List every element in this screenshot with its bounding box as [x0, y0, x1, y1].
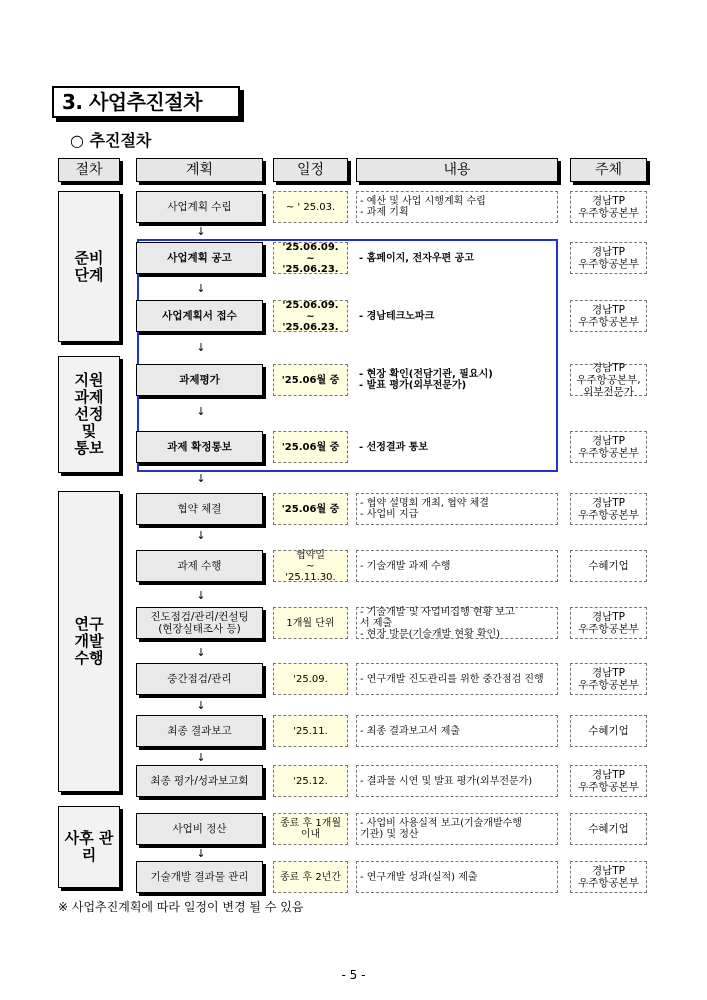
stage-selection: 지원 과제 선정 및 통보 [58, 356, 120, 473]
content-cell: - 기술개발 과제 수행 [356, 550, 558, 582]
content-cell: - 선정결과 통보 [359, 441, 429, 453]
schedule-cell: 협약일 ~ '25.11.30. [273, 550, 348, 582]
sub-title: ○ 추진절차 [70, 131, 152, 150]
plan-cell: 중간점검/관리 [136, 663, 263, 695]
content-cell: - 연구개발 성과(실적) 제출 [356, 861, 558, 893]
content-cell: - 현장 확인(전담기관, 필요시) - 발표 평가(외부전문가) [359, 369, 493, 391]
owner-cell: 경남TP 우주항공본부 [570, 493, 647, 525]
plan-cell: 과제평가 [136, 364, 263, 396]
owner-cell: 경남TP 우주항공본부 [570, 242, 647, 274]
plan-cell: 과제 확정통보 [136, 431, 263, 463]
flow-arrow: ↓ [196, 282, 206, 295]
owner-cell: 수혜기업 [570, 715, 647, 747]
section-title: 3. 사업추진절차 [52, 86, 240, 118]
flow-arrow: ↓ [196, 751, 206, 764]
header-owner: 주체 [570, 158, 647, 182]
content-cell: - 최종 결과보고서 제출 [356, 715, 558, 747]
schedule-cell: '25.06월 중 [273, 364, 348, 396]
footnote: ※ 사업추진계획에 따라 일정이 변경 될 수 있음 [58, 900, 304, 914]
content-cell: - 결과물 시연 및 발표 평가(외부전문가) [356, 765, 558, 797]
schedule-cell: '25.09. [273, 663, 348, 695]
plan-cell: 최종 평가/성과보고회 [136, 765, 263, 797]
content-cell: - 협약 설명회 개최, 협약 체결 - 사업비 지급 [356, 493, 558, 525]
owner-cell: 경남TP 우주항공본부 [570, 191, 647, 223]
owner-cell: 경남TP 우주항공본부 [570, 431, 647, 463]
schedule-cell: 종료 후 2년간 [273, 861, 348, 893]
owner-cell: 경남TP 우주항공본부 [570, 765, 647, 797]
content-cell: - 홈페이지, 전자우편 공고 [359, 252, 474, 264]
owner-cell: 경남TP 우주항공본부, 외부전문가 [570, 364, 647, 396]
schedule-cell: '25.06월 중 [273, 493, 348, 525]
owner-cell: 경남TP 우주항공본부 [570, 861, 647, 893]
plan-cell: 협약 체결 [136, 493, 263, 525]
flow-arrow: ↓ [196, 341, 206, 354]
stage-research: 연구 개발 수행 [58, 491, 120, 792]
page-number: - 5 - [341, 968, 366, 982]
schedule-cell: '25.12. [273, 765, 348, 797]
header-plan: 계획 [136, 158, 263, 182]
content-cell: - 경남테크노파크 [359, 310, 435, 322]
schedule-cell: 1개월 단위 [273, 607, 348, 639]
schedule-cell: ~ ' 25.03. [273, 191, 348, 223]
owner-cell: 경남TP 우주항공본부 [570, 300, 647, 332]
flow-arrow: ↓ [196, 847, 206, 860]
owner-cell: 경남TP 우주항공본부 [570, 663, 647, 695]
content-cell: - 예산 및 사업 시행계획 수립 - 과제 기획 [356, 191, 558, 223]
plan-cell: 최종 결과보고 [136, 715, 263, 747]
plan-cell: 진도점검/관리/컨설팅 (현장실태조사 등) [136, 607, 263, 639]
plan-cell: 사업계획서 접수 [136, 300, 263, 332]
schedule-cell: 종료 후 1개월 이내 [273, 813, 348, 845]
flow-arrow: ↓ [196, 529, 206, 542]
content-cell: - 연구개발 진도관리를 위한 중간점검 진행 [356, 663, 558, 695]
schedule-cell: '25.06월 중 [273, 431, 348, 463]
flow-arrow: ↓ [196, 472, 206, 485]
flow-arrow: ↓ [196, 699, 206, 712]
header-schedule: 일정 [273, 158, 348, 182]
flow-arrow: ↓ [196, 405, 206, 418]
plan-cell: 과제 수행 [136, 550, 263, 582]
header-content: 내용 [356, 158, 558, 182]
content-cell: - 사업비 사용실적 보고(기술개발수행 기관) 및 정산 [356, 813, 558, 845]
schedule-cell: '25.11. [273, 715, 348, 747]
flow-arrow: ↓ [196, 646, 206, 659]
schedule-cell: '25.06.09. ~ '25.06.23. [273, 242, 348, 274]
stage-preparation: 준비 단계 [58, 191, 120, 342]
stage-post-management: 사후 관리 [58, 806, 120, 888]
owner-cell: 수혜기업 [570, 813, 647, 845]
header-stage: 절차 [58, 158, 120, 182]
flow-arrow: ↓ [196, 225, 206, 238]
plan-cell: 사업계획 공고 [136, 242, 263, 274]
plan-cell: 사업계획 수립 [136, 191, 263, 223]
owner-cell: 수혜기업 [570, 550, 647, 582]
owner-cell: 경남TP 우주항공본부 [570, 607, 647, 639]
schedule-cell: '25.06.09. ~ '25.06.23. [273, 300, 348, 332]
plan-cell: 사업비 정산 [136, 813, 263, 845]
flow-arrow: ↓ [196, 589, 206, 602]
content-cell: - 기술개발 및 사업비집행 현황 보고 서 제출 - 현장 방문(기술개발 현황 확인) [356, 607, 558, 639]
plan-cell: 기술개발 결과물 관리 [136, 861, 263, 893]
